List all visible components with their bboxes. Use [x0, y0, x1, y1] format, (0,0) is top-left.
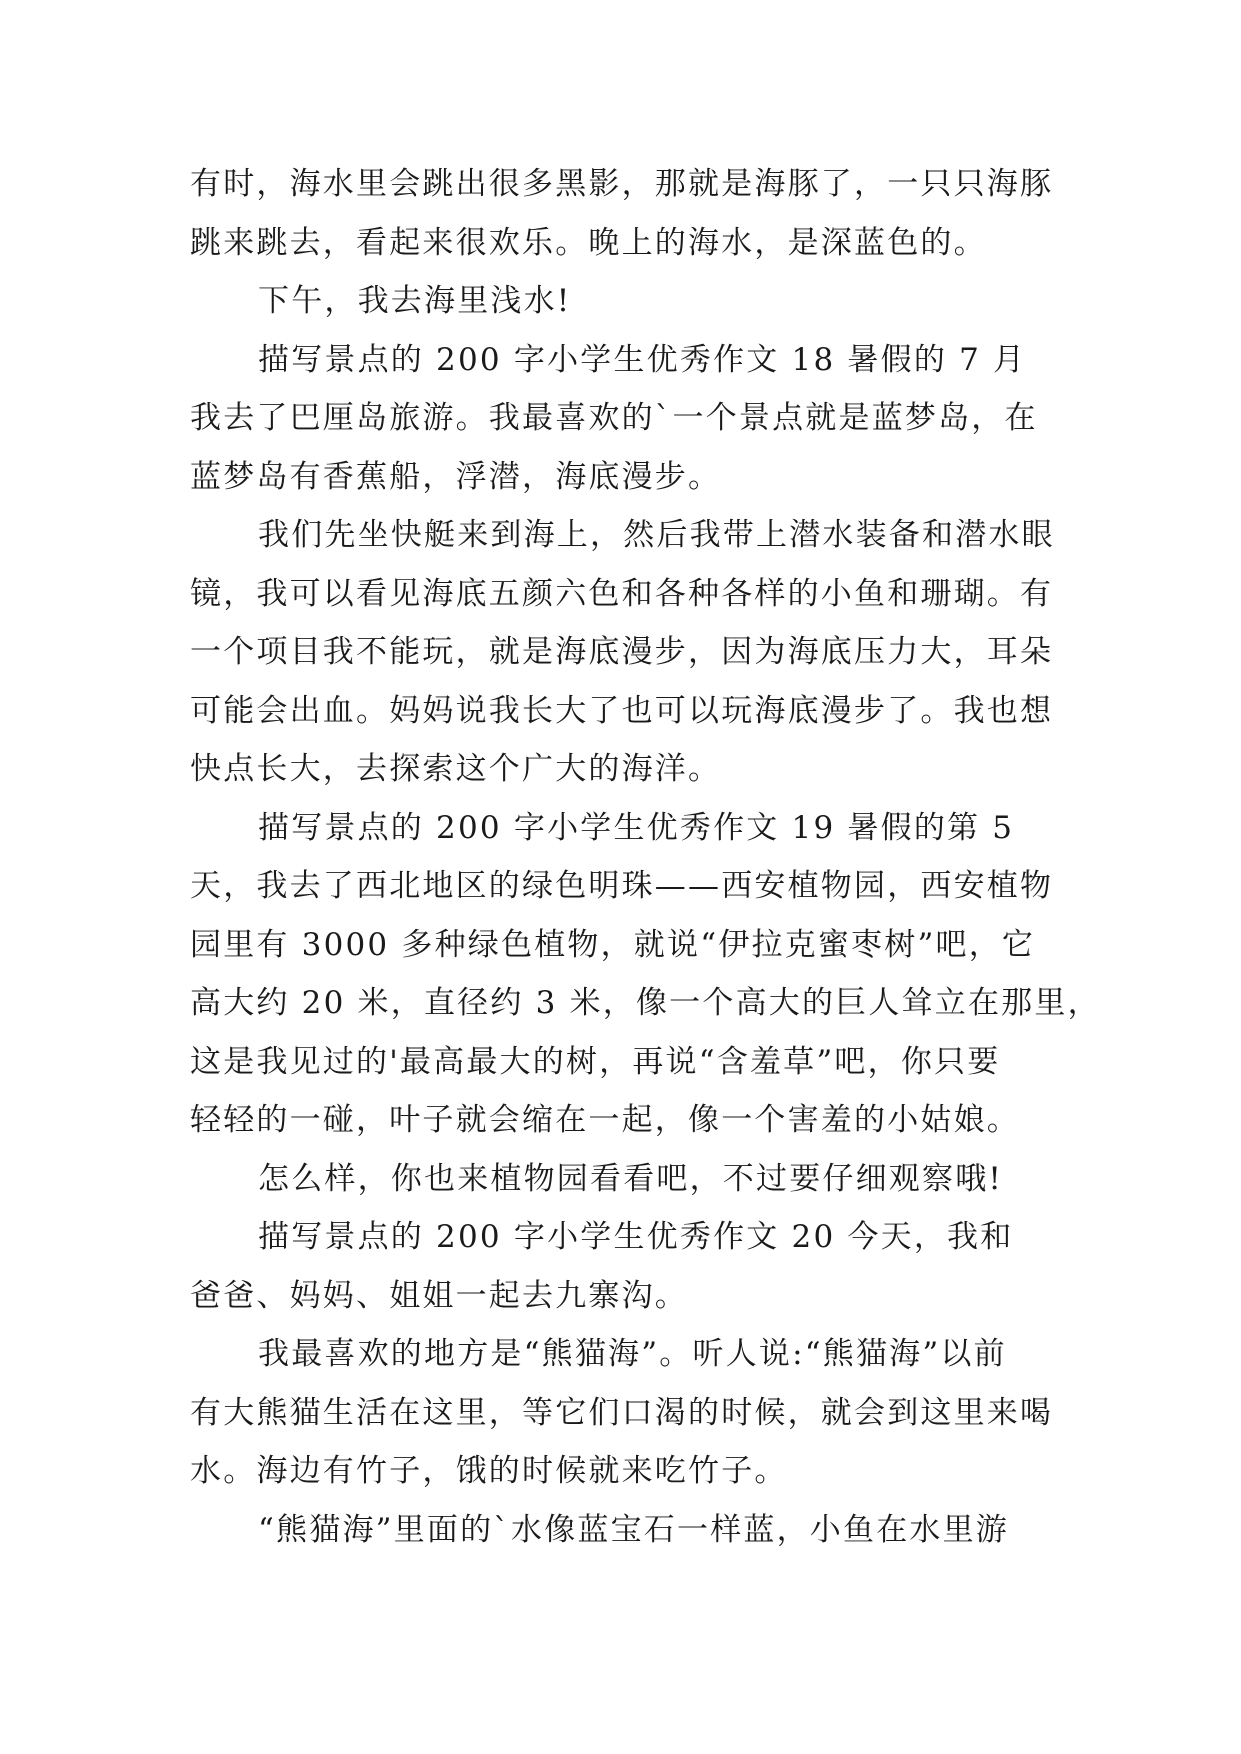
text-line-23: 水。海边有竹子，饿的时候就来吃竹子。 [190, 1453, 788, 1489]
text-line-1: 有时，海水里会跳出很多黑影，那就是海豚了，一只只海豚 [190, 166, 1054, 202]
text-line-7: 我们先坐快艇来到海上，然后我带上潜水装备和潜水眼 [258, 517, 1055, 553]
essay-20-heading-line: 描写景点的 200 字小学生优秀作文 20 今天，我和 [258, 1219, 1014, 1255]
text-line-20: 爸爸、妈妈、姐姐一起去九寨沟。 [190, 1277, 688, 1314]
text-line-22: 有大熊猫生活在这里，等它们口渴的时候，就会到这里来喝 [190, 1394, 1054, 1431]
document-body [190, 155, 1101, 1559]
text-line-10: 可能会出血。妈妈说我长大了也可以玩海底漫步了。我也想 [190, 692, 1054, 729]
essay-18-heading-line: 描写景点的 200 字小学生优秀作文 18 暑假的 7 月 [258, 341, 1027, 378]
text-line-14: 园里有 3000 多种绿色植物，就说“伊拉克蜜枣树”吧，它 [190, 926, 1036, 963]
text-line-11: 快点长大，去探索这个广大的海洋。 [190, 751, 722, 787]
text-line-21: 我最喜欢的地方是“熊猫海”。听人说:“熊猫海”以前 [258, 1336, 1007, 1372]
essay-19-heading-line: 描写景点的 200 字小学生优秀作文 19 暑假的第 5 [258, 809, 1015, 846]
text-line-18: 怎么样，你也来植物园看看吧，不过要仔细观察哦! [258, 1160, 1004, 1197]
text-line-15: 高大约 20 米，直径约 3 米，像一个高大的巨人耸立在那里， [190, 985, 1101, 1021]
text-line-5: 我去了巴厘岛旅游。我最喜欢的`一个景点就是蓝梦岛，在 [190, 400, 1038, 436]
text-line-17: 轻轻的一碰，叶子就会缩在一起，像一个害羞的小姑娘。 [190, 1102, 1020, 1138]
text-line-3: 下午，我去海里浅水! [258, 283, 572, 319]
text-line-13: 天，我去了西北地区的绿色明珠——西安植物园，西安植物 [190, 868, 1054, 904]
text-line-6: 蓝梦岛有香蕉船，浮潜，海底漫步。 [190, 458, 722, 495]
text-line-8: 镜，我可以看见海底五颜六色和各种各样的小鱼和珊瑚。有 [190, 575, 1054, 612]
text-line-9: 一个项目我不能玩，就是海底漫步，因为海底压力大，耳朵 [190, 634, 1054, 670]
text-line-2: 跳来跳去，看起来很欢乐。晚上的海水，是深蓝色的。 [190, 224, 987, 261]
text-line-24: “熊猫海”里面的`水像蓝宝石一样蓝，小鱼在水里游 [258, 1511, 1009, 1548]
text-line-16: 这是我见过的'最高最大的树，再说“含羞草”吧，你只要 [190, 1043, 1001, 1080]
